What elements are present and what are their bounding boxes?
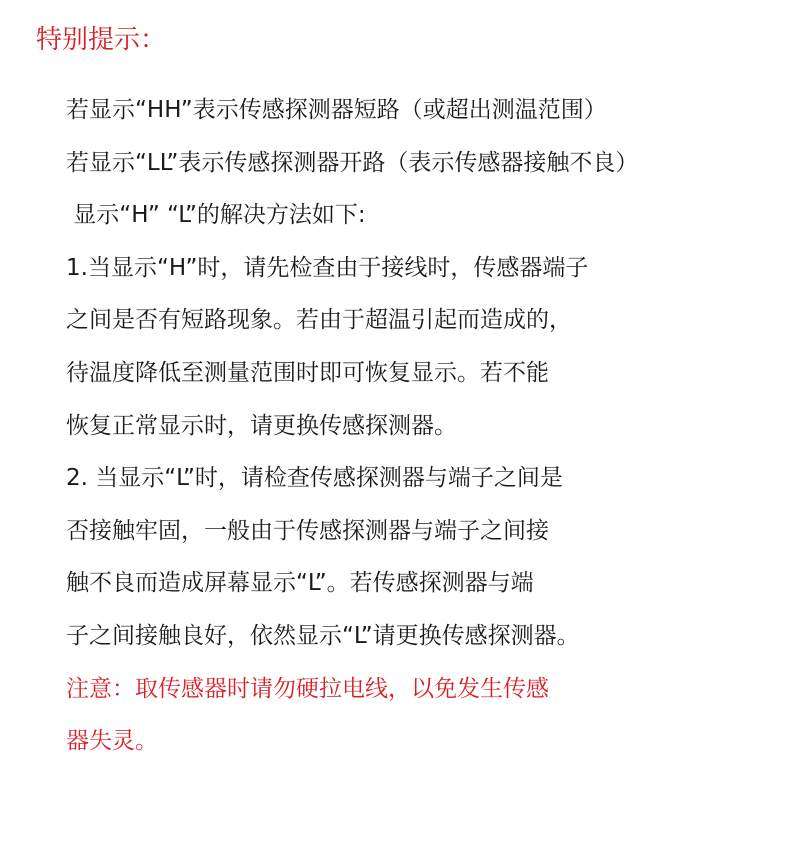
page-title: 特别提示： (36, 25, 167, 55)
solution-line: 恢复正常显示时，请更换传感探测器。 (66, 412, 457, 439)
notice-line-hh: 若显示“HH”表示传感探测器短路（或超出测温范围） (66, 97, 607, 123)
solution-line: 否接触牢固，一般由于传感探测器与端子之间接 (66, 517, 549, 544)
notice-line-ll: 若显示“LL”表示传感探测器开路（表示传感器接触不良） (66, 149, 639, 176)
solution-line: 之间是否有短路现象。若由于超温引起而造成的， (66, 307, 572, 334)
solution-line: 2. 当显示“L”时，请检查传感探测器与端子之间是 (66, 465, 563, 492)
warning-note-line: 器失灵。 (66, 728, 158, 755)
solution-line: 子之间接触良好，依然显示“L”请更换传感探测器。 (66, 622, 580, 649)
solution-heading: 显示“H” “L”的解决方法如下: (66, 202, 366, 229)
solution-line: 1.当显示“H”时，请先检查由于接线时，传感器端子 (66, 254, 589, 281)
notice-body (66, 84, 781, 768)
solution-line: 待温度降低至测量范围时即可恢复显示。若不能 (66, 359, 549, 386)
warning-note-line: 注意：取传感器时请勿硬拉电线，以免发生传感 (66, 675, 549, 702)
solution-line: 触不良而造成屏幕显示“L”。若传感探测器与端 (66, 570, 534, 597)
